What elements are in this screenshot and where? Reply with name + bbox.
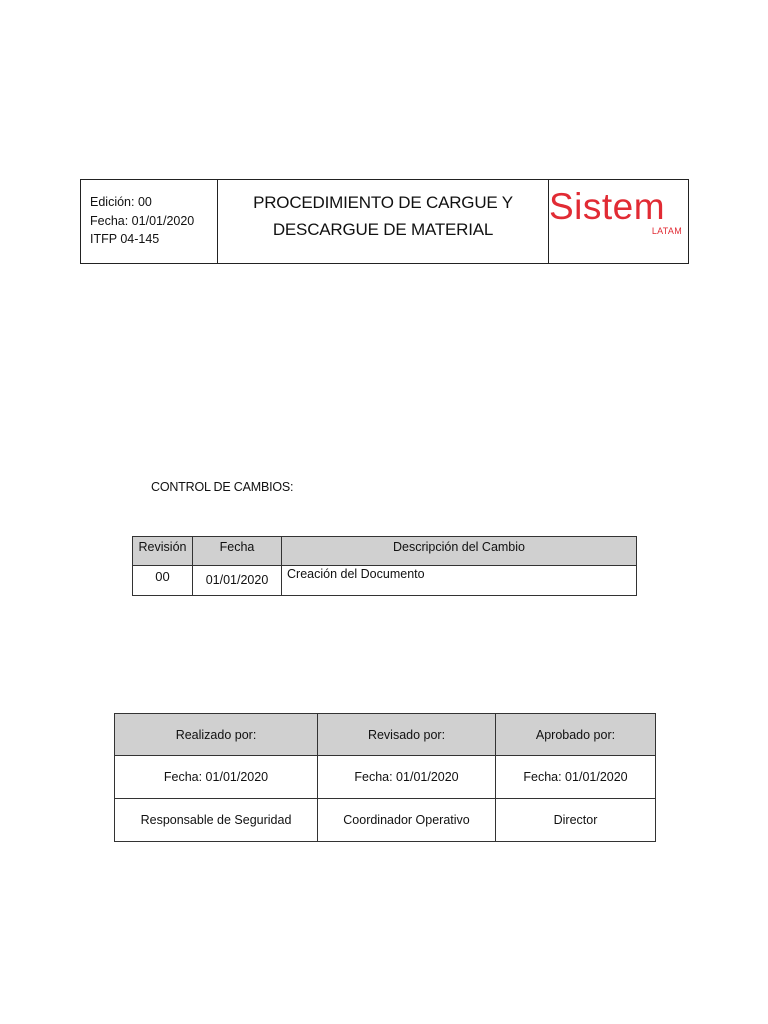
- column-header-revisado: Revisado por:: [318, 714, 496, 756]
- column-header-descripcion: Descripción del Cambio: [282, 537, 637, 566]
- company-logo: [549, 180, 688, 263]
- table-header-row: [115, 714, 656, 756]
- table-row: [115, 756, 656, 799]
- logo-subtitle: LATAM: [651, 226, 682, 236]
- control-cambios-title: CONTROL DE CAMBIOS:: [151, 480, 294, 494]
- document-header: [80, 179, 689, 264]
- column-header-aprobado: Aprobado por:: [496, 714, 656, 756]
- column-header-fecha: Fecha: [193, 537, 282, 566]
- cargo-realizado: Responsable de Seguridad: [115, 799, 318, 842]
- column-header-revision: Revisión: [133, 537, 193, 566]
- document-title: [218, 180, 549, 263]
- descripcion-cell: Creación del Documento: [282, 566, 637, 596]
- fecha-revisado: Fecha: 01/01/2020: [318, 756, 496, 799]
- title-line-1: PROCEDIMIENTO DE CARGUE Y: [253, 193, 513, 212]
- table-row: [115, 799, 656, 842]
- title-line-2: DESCARGUE DE MATERIAL: [272, 220, 494, 239]
- document-code: ITFP 04-145: [90, 232, 160, 246]
- control-cambios-table: [132, 536, 637, 596]
- table-row: [133, 566, 637, 596]
- fecha-cell: 01/01/2020: [193, 566, 282, 596]
- edition-label: Edición: 00: [90, 195, 152, 209]
- column-header-realizado: Realizado por:: [115, 714, 318, 756]
- revision-cell: 00: [133, 566, 193, 596]
- cargo-aprobado: Director: [496, 799, 656, 842]
- document-metadata: [81, 180, 218, 263]
- table-header-row: [133, 537, 637, 566]
- approval-table: [114, 713, 656, 842]
- fecha-aprobado: Fecha: 01/01/2020: [496, 756, 656, 799]
- date-label: Fecha: 01/01/2020: [90, 213, 195, 228]
- logo-wordmark: Sistem: [549, 186, 666, 227]
- cargo-revisado: Coordinador Operativo: [318, 799, 496, 842]
- fecha-realizado: Fecha: 01/01/2020: [115, 756, 318, 799]
